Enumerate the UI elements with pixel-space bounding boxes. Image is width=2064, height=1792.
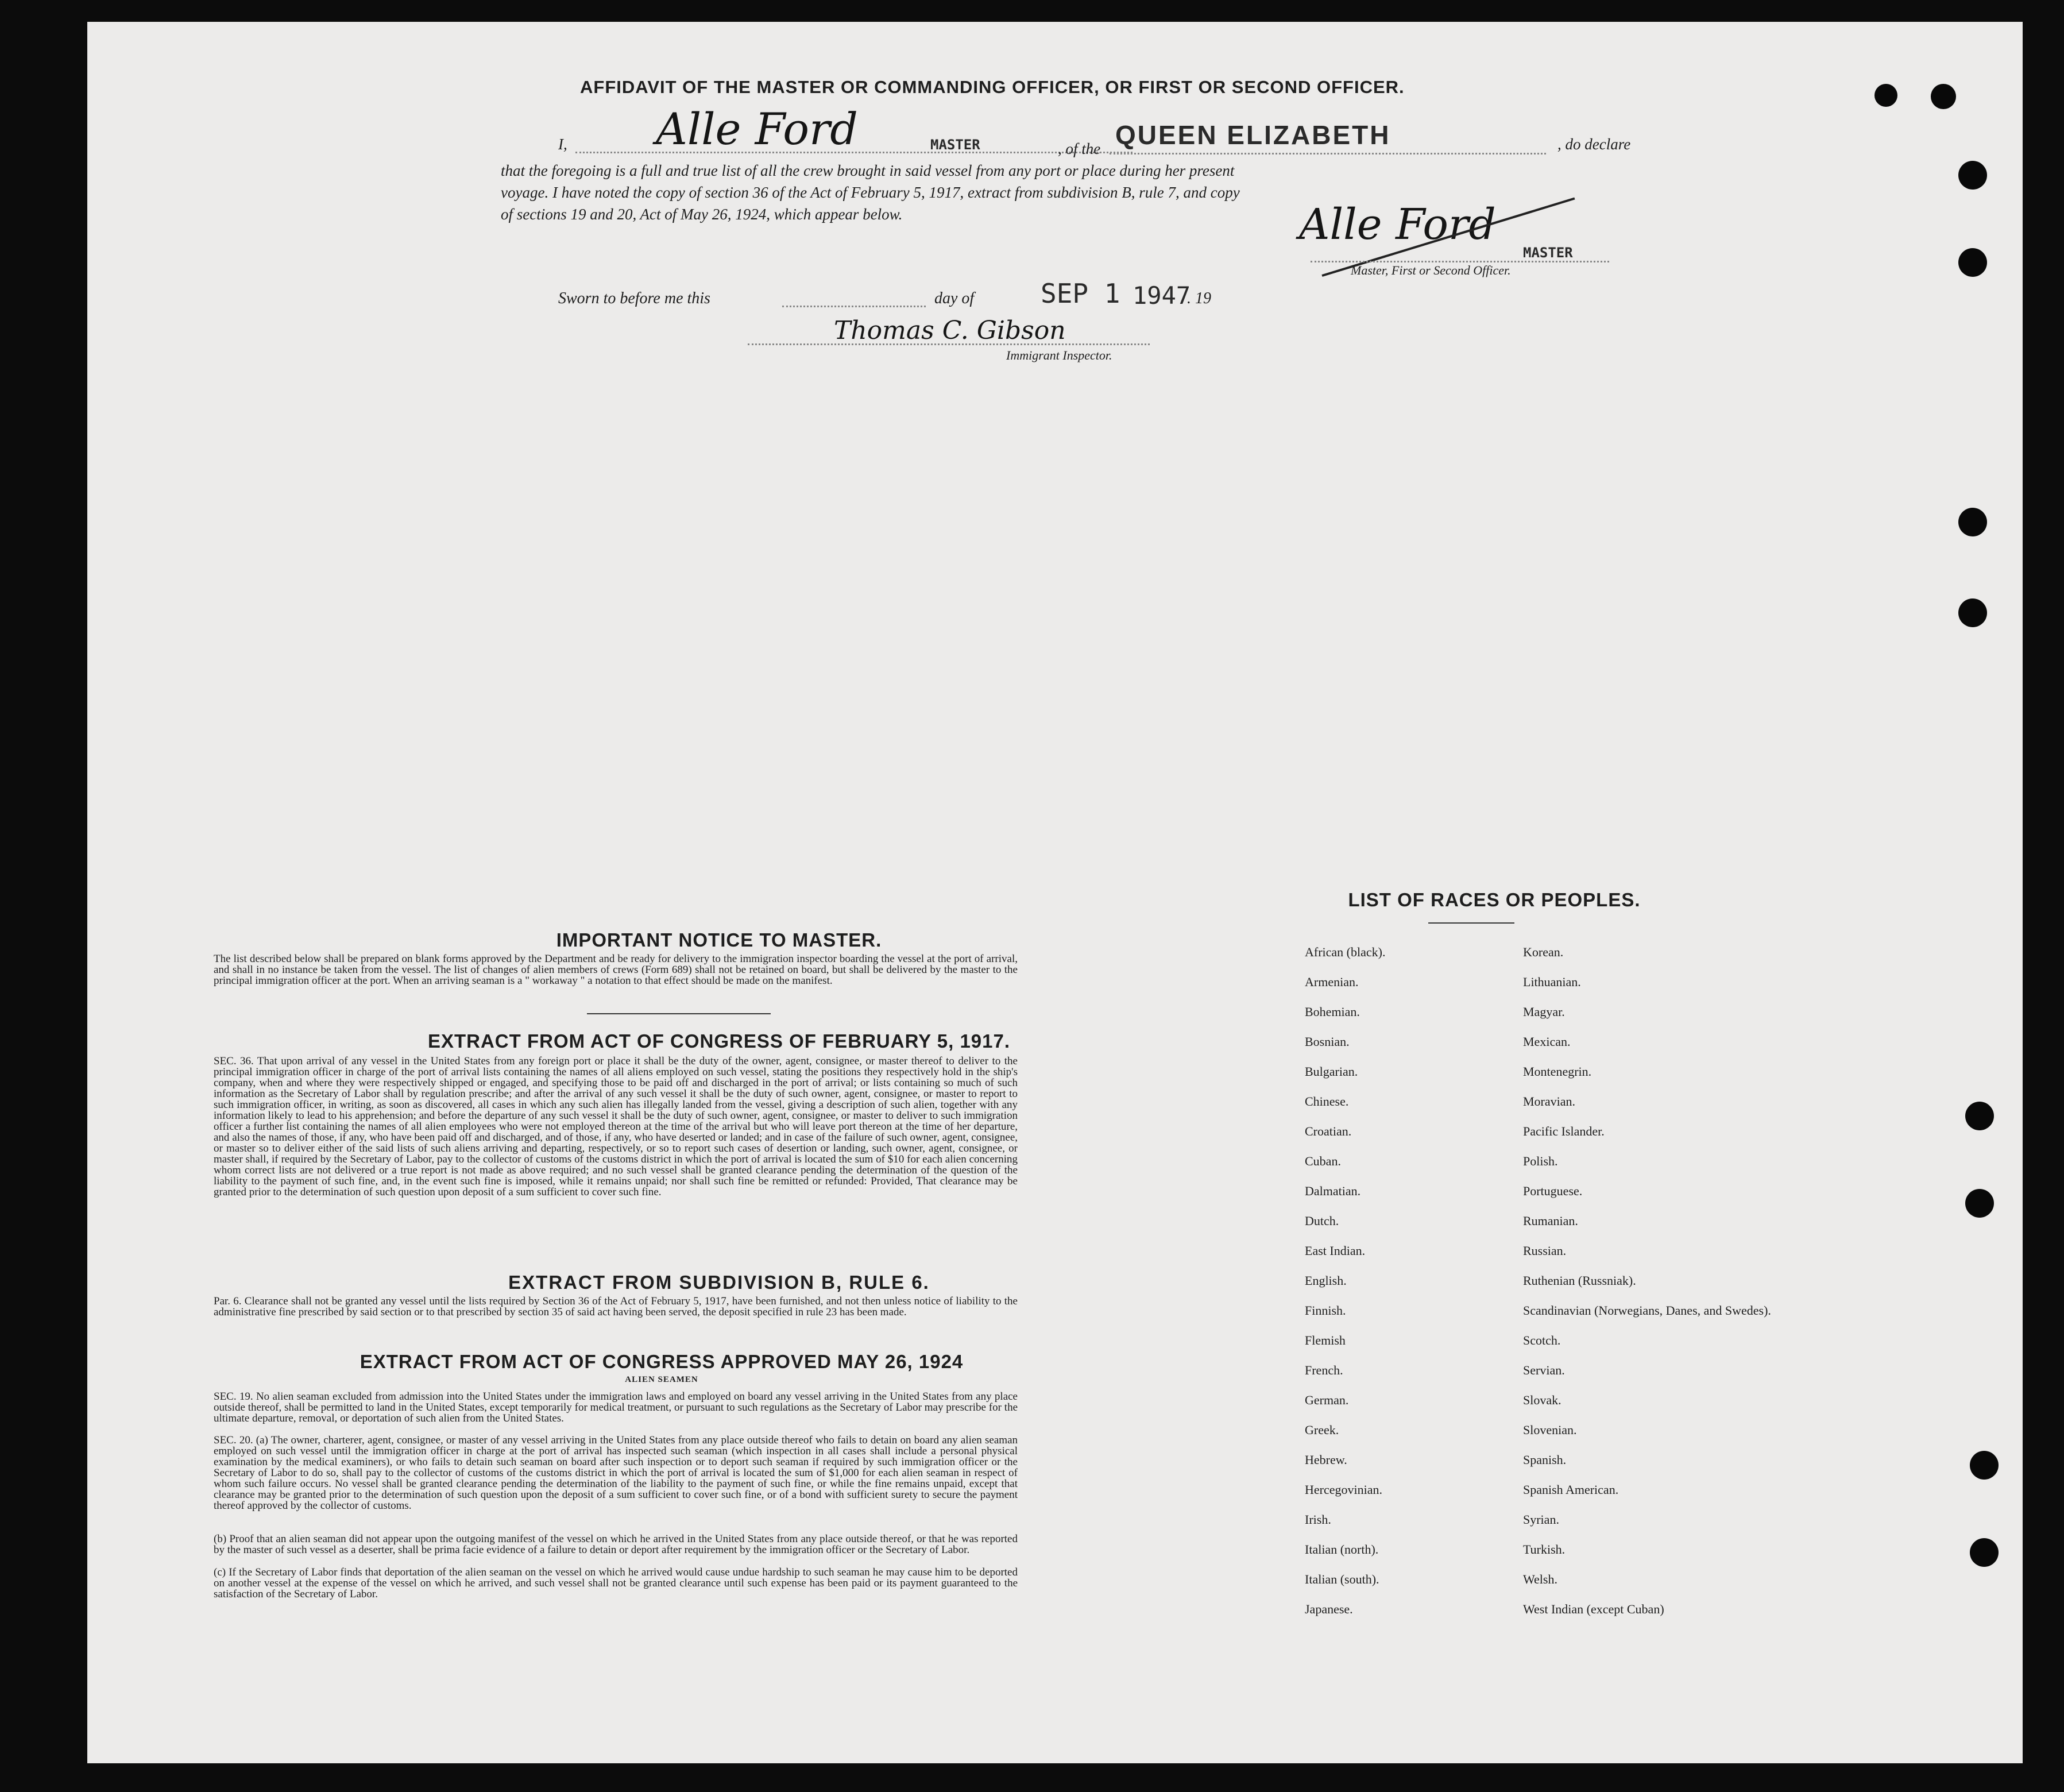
race-item: Montenegrin.: [1523, 1064, 1592, 1079]
race-item: Irish.: [1305, 1512, 1331, 1527]
race-item: Scotch.: [1523, 1333, 1561, 1347]
race-item: Mexican.: [1523, 1034, 1571, 1049]
race-item: Cuban.: [1305, 1154, 1341, 1168]
race-item: Portuguese.: [1523, 1184, 1583, 1198]
race-item: Korean.: [1523, 945, 1564, 959]
fill-line: [1110, 153, 1546, 155]
race-item: Moravian.: [1523, 1094, 1576, 1109]
extract-1917-body: SEC. 36. That upon arrival of any vessel in the United States from any foreign port or place it shall be the duty of the owner, agent, consignee, or master thereof to deliver to the principal immigration officer in charge of the port of arrival lists containing the names of all aliens employed on such vessel, stating the positions they respectively hold in the ship's company, when and where they were respectively shipped or engaged, and specifying those to be paid off and discharged in the port of arrival; or lists containing so much of such information as the Secretary of Labor shall by regulation prescribe; and after the arrival of any such vessel it shall be the duty of such owner, agent, consignee, or master to report to such immigration officer, in writing, as soon as discovered, all cases in which any such alien has illegally landed from the vessel, giving a description of such alien, together with any information likely to lead to his apprehension; and before the departure of any such vessel it shall be the duty of such owner, agent, consignee, or master to deliver to such immigration officer a further list containing the names of all alien employees who were not employed thereon at the time of the arrival but who will leave port thereon at the time of her departure, and also the names of those, if any, who have been paid off and discharged, and of those, if any, who have deserted or landed; and in case of the failure of such owner, agent, consignee, or master so to deliver either of the said lists of such aliens arriving and departing, respectively, or so to report such cases of desertion or landing, such owner, agent, consignee, or master shall, if required by the Secretary of Labor, pay to the collector of customs of the customs district in which the port of arrival is located the sum of $10 for each alien concerning whom correct lists are not delivered or a true report is not made as above required; and no such vessel shall be granted clearance pending the determination of the question of the liability to the payment of such fine, and, in the event such fine is imposed, while it remains unpaid; nor shall such fine be remitted or refunded: Provided, That clearance may be granted prior to the determination of such question upon deposit of a sum sufficient to cover such fine.: [214, 1055, 1018, 1198]
races-column-1: [1305, 945, 1512, 1632]
notice-body: The list described below shall be prepared on blank forms approved by the Department and be ready for delivery to the immigration inspector boarding the vessel at the port of arrival, and shall in no instance be taken from the vessel. The list of changes of alien members of crews (Form 689) shall not be retained on board, but shall be delivered by the master to the principal immigration officer at the port. When an arriving seaman is a " workaway " a notation to that effect should be made on the manifest.: [214, 953, 1018, 987]
master-stamp-2: MASTER: [1523, 245, 1573, 261]
master-signature-2: Alle Ford: [1299, 200, 1496, 249]
of-the-label: , of the: [1058, 140, 1101, 157]
sec-20c-body: (c) If the Secretary of Labor finds that deportation of the alien seaman on the vessel on which he arrived would cause undue hardship to such seaman he may cause him to be deported on another vessel at the expense of the vessel on which he arrived, and such vessel shall not be granted clearance until such expense has been paid or its payment guaranteed to the satisfaction of the Secretary of Labor.: [214, 1566, 1018, 1600]
punch-hole-icon: [1874, 84, 1897, 107]
race-item: Bosnian.: [1305, 1034, 1350, 1049]
race-item: East Indian.: [1305, 1243, 1366, 1258]
race-item: Flemish: [1305, 1333, 1346, 1347]
date-stamp: SEP 1: [1041, 278, 1120, 309]
punch-hole-icon: [1970, 1451, 1999, 1480]
race-item: Slovenian.: [1523, 1423, 1577, 1437]
race-item: Hebrew.: [1305, 1453, 1347, 1467]
extract-1924-title: EXTRACT FROM ACT OF CONGRESS APPROVED MAY 26, 1924: [360, 1351, 964, 1372]
race-item: Polish.: [1523, 1154, 1558, 1168]
race-item: Bohemian.: [1305, 1005, 1360, 1019]
race-item: Syrian.: [1523, 1512, 1559, 1527]
race-item: Bulgarian.: [1305, 1064, 1358, 1079]
race-item: Italian (south).: [1305, 1572, 1379, 1586]
race-item: Magyar.: [1523, 1005, 1565, 1019]
race-item: Dutch.: [1305, 1214, 1339, 1228]
races-column-2: [1523, 945, 1776, 1632]
race-item: Croatian.: [1305, 1124, 1352, 1138]
sworn-label: Sworn to before me this: [558, 289, 710, 307]
race-item: Pacific Islander.: [1523, 1124, 1605, 1138]
race-item: Dalmatian.: [1305, 1184, 1361, 1198]
punch-hole-icon: [1931, 84, 1956, 109]
race-item: Russian.: [1523, 1243, 1567, 1258]
extract-1917-title: EXTRACT FROM ACT OF CONGRESS OF FEBRUARY 5, 1917.: [427, 1030, 1011, 1052]
punch-hole-icon: [1965, 1102, 1994, 1130]
master-signature: Alle Ford: [656, 103, 858, 155]
race-item: English.: [1305, 1273, 1347, 1288]
punch-hole-icon: [1958, 161, 1987, 190]
race-item: German.: [1305, 1393, 1349, 1407]
punch-hole-icon: [1958, 508, 1987, 536]
declarant-prefix: I,: [558, 136, 567, 153]
race-item: Chinese.: [1305, 1094, 1349, 1109]
race-item: Scandinavian (Norwegians, Danes, and Swedes).: [1523, 1303, 1771, 1318]
sec-19-body: SEC. 19. No alien seaman excluded from admission into the United States under the immigration laws and employed on board any vessel arriving in the United States from any place outside thereof, shall be permitted to land in the United States, except temporarily for medical treatment, or pursuant to such regulations as the Secretary of Labor may prescribe for the ultimate departure, removal, or deportation of such alien from the United States.: [214, 1391, 1018, 1424]
subdivision-body: Par. 6. Clearance shall not be granted any vessel until the lists required by Section 36 of the Act of February 5, 1917, have been furnished, and not then unless notice of liability to the administrative fine prescribed by said section or to that prescribed by section 35 of said act having been served, the deposit specified in rule 23 has been made.: [214, 1295, 1018, 1318]
subdivision-title: EXTRACT FROM SUBDIVISION B, RULE 6.: [508, 1272, 930, 1293]
races-title: LIST OF RACES OR PEOPLES.: [1348, 889, 1641, 910]
race-item: West Indian (except Cuban): [1523, 1602, 1664, 1616]
race-item: Lithuanian.: [1523, 975, 1581, 989]
year-suffix: . 19: [1187, 289, 1211, 307]
inspector-signature: Thomas C. Gibson: [834, 316, 1066, 345]
affidavit-line-4: of sections 19 and 20, Act of May 26, 1924, which appear below.: [501, 206, 903, 223]
fill-line: [782, 306, 926, 307]
race-item: Spanish American.: [1523, 1482, 1619, 1497]
race-item: Italian (north).: [1305, 1542, 1379, 1557]
race-item: Hercegovinian.: [1305, 1482, 1382, 1497]
year-stamp: 1947: [1133, 281, 1191, 310]
race-item: French.: [1305, 1363, 1343, 1377]
inspector-caption: Immigrant Inspector.: [1006, 348, 1112, 362]
affidavit-line-2: that the foregoing is a full and true list of all the crew brought in said vessel from any port or place during her present: [501, 162, 1235, 179]
notice-title: IMPORTANT NOTICE TO MASTER.: [556, 929, 882, 951]
race-item: Japanese.: [1305, 1602, 1353, 1616]
race-item: African (black).: [1305, 945, 1386, 959]
sec-20b-body: (b) Proof that an alien seaman did not appear upon the outgoing manifest of the vessel on which he arrived in the United States from any place outside thereof, or that he was reported by the master of such vessel as a deserter, shall be prima facie evidence of a failure to detain or deport after requirement by the immigration officer or the Secretary of Labor.: [214, 1533, 1018, 1556]
master-stamp: MASTER: [930, 137, 980, 153]
punch-hole-icon: [1965, 1189, 1994, 1218]
race-item: Rumanian.: [1523, 1214, 1578, 1228]
race-item: Turkish.: [1523, 1542, 1566, 1557]
punch-hole-icon: [1970, 1538, 1999, 1567]
race-item: Welsh.: [1523, 1572, 1557, 1586]
race-item: Spanish.: [1523, 1453, 1567, 1467]
race-item: Servian.: [1523, 1363, 1565, 1377]
manifest-page: [87, 22, 2023, 1763]
race-item: Greek.: [1305, 1423, 1339, 1437]
divider: [587, 1013, 771, 1014]
fill-line: [748, 343, 1150, 345]
race-item: Finnish.: [1305, 1303, 1346, 1318]
sec-20a-body: SEC. 20. (a) The owner, charterer, agent, consignee, or master of any vessel arriving in the United States from any place outside thereof who fails to detain on board any alien seaman employed on such vessel until the immigration officer in charge at the port of arrival has inspected such seaman (which inspection in all cases shall include a personal physical examination by the medical examiners), or who fails to detain such seaman on board after such inspection or to deport such seaman if required by such immigration officer or the Secretary of Labor to do so, shall pay to the collector of customs of the customs district in which the port of arrival is located the sum of $1,000 for each alien seaman in respect of whom such failure occurs. No vessel shall be granted clearance pending the determination of the liability to the payment of such fine, or while the fine remains unpaid, except that clearance may be granted prior to the determination of such question upon the deposit of a sum sufficient to cover such fine, or of a bond with sufficient surety to secure the payment thereof approved by the collector of customs.: [214, 1434, 1018, 1512]
day-of-label: day of: [934, 289, 975, 307]
declare-label: , do declare: [1557, 136, 1631, 153]
affidavit-line-3: voyage. I have noted the copy of section 36 of the Act of February 5, 1917, extract from subdivision B, rule 7, and copy: [501, 184, 1240, 201]
race-item: Armenian.: [1305, 975, 1359, 989]
punch-hole-icon: [1958, 248, 1987, 277]
affidavit-title: AFFIDAVIT OF THE MASTER OR COMMANDING OFFICER, OR FIRST OR SECOND OFFICER.: [580, 77, 1405, 97]
race-item: Ruthenian (Russniak).: [1523, 1273, 1636, 1288]
vessel-name: QUEEN ELIZABETH: [1115, 120, 1391, 150]
fill-line: [1311, 261, 1609, 262]
punch-hole-icon: [1958, 598, 1987, 627]
extract-1924-subtitle: ALIEN SEAMEN: [625, 1375, 698, 1384]
race-item: Slovak.: [1523, 1393, 1561, 1407]
divider: [1428, 922, 1514, 924]
officer-caption: Master, First or Second Officer.: [1351, 263, 1511, 277]
